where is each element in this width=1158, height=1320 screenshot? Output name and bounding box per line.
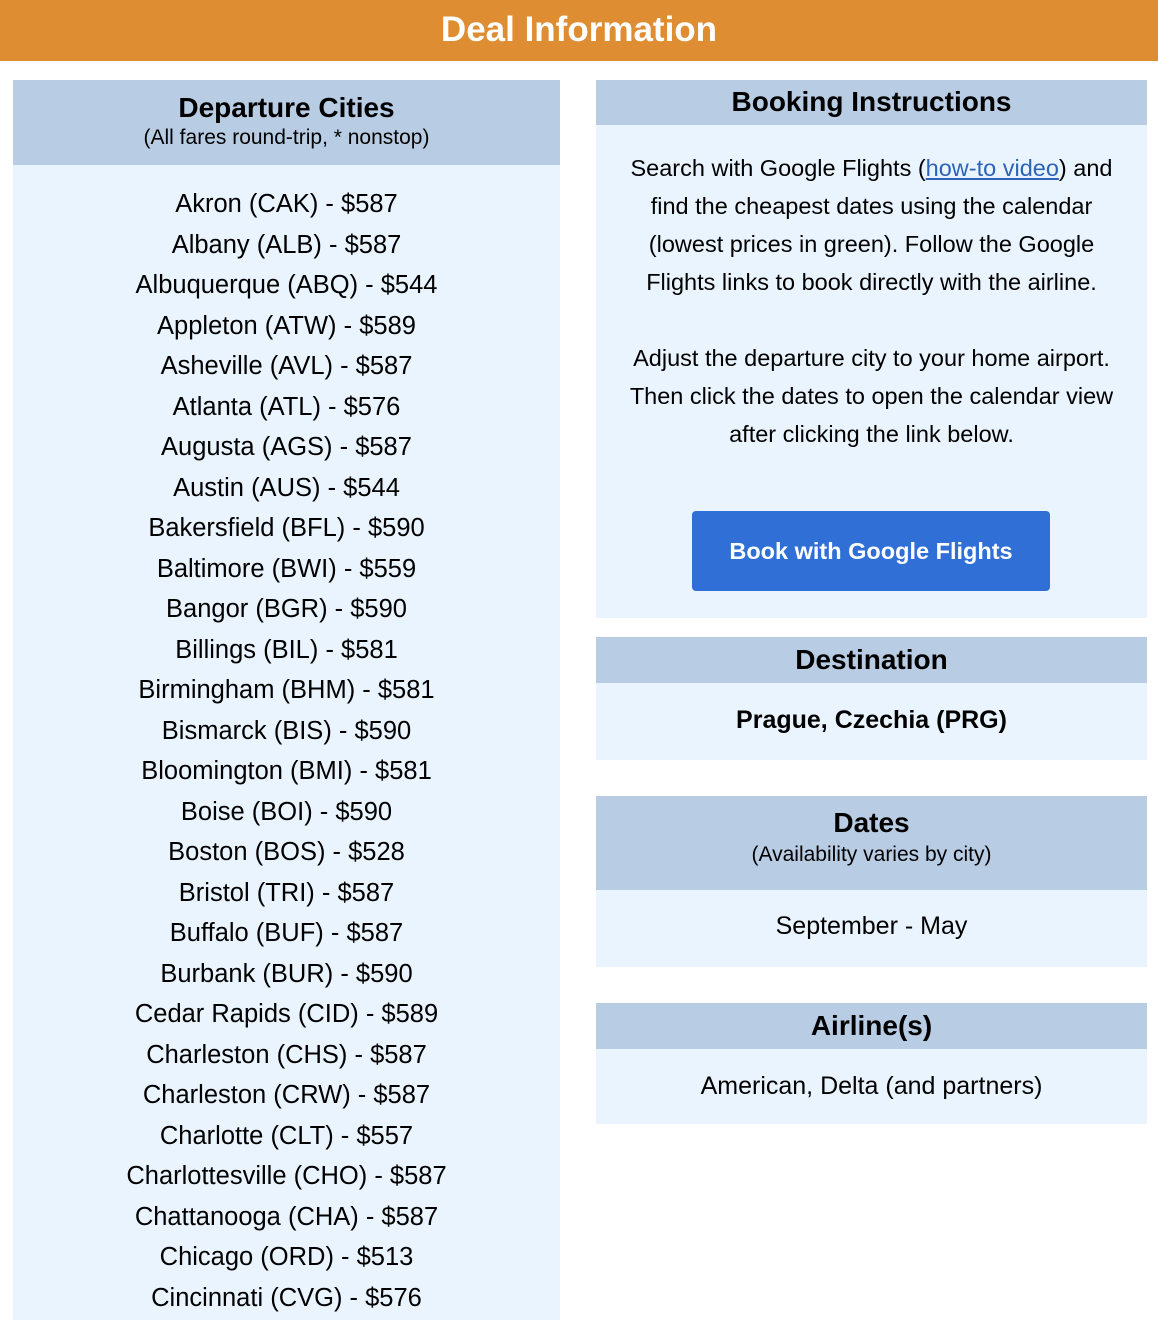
booking-instructions-paragraph-2: Adjust the departure city to your home airport. Then click the dates to open the calendar view after clicking the link below. xyxy=(629,345,1114,447)
city-item: Cedar Rapids (CID) - $589 xyxy=(134,1000,439,1028)
city-item: Charleston (CRW) - $587 xyxy=(142,1081,431,1109)
deal-information-banner: Deal Information xyxy=(0,0,1158,61)
booking-instructions-body xyxy=(596,125,1147,453)
city-item: Albany (ALB) - $587 xyxy=(171,230,402,259)
dates-panel xyxy=(596,796,1147,967)
city-item: Charleston (CHS) - $587 xyxy=(146,1040,427,1069)
airline-panel xyxy=(596,1003,1147,1124)
destination-value: Prague, Czechia (PRG) xyxy=(736,706,1007,734)
dates-title: Dates xyxy=(833,807,910,838)
city-item: Billings (BIL) - $581 xyxy=(175,635,398,664)
departure-cities-subtitle: (All fares round-trip, * nonstop) xyxy=(143,126,430,149)
city-item: Appleton (ATW) - $589 xyxy=(157,311,416,340)
city-item: Akron (CAK) - $587 xyxy=(175,190,398,218)
departure-city-list xyxy=(13,165,560,1318)
instructions-text: Search with Google Flights ( xyxy=(630,155,926,181)
city-item: Augusta (AGS) - $587 xyxy=(161,433,412,461)
dates-header xyxy=(596,796,1147,890)
booking-instructions-paragraph-1 xyxy=(626,149,1117,301)
destination-panel xyxy=(596,637,1147,760)
city-item: Bakersfield (BFL) - $590 xyxy=(148,514,425,542)
dates-value: September - May xyxy=(775,912,968,940)
departure-cities-header xyxy=(13,80,560,165)
city-item: Boise (BOI) - $590 xyxy=(180,797,393,826)
city-item: Chattanooga (CHA) - $587 xyxy=(134,1202,439,1231)
city-item: Asheville (AVL) - $587 xyxy=(160,352,413,380)
city-item: Austin (AUS) - $544 xyxy=(173,473,400,502)
city-item: Baltimore (BWI) - $559 xyxy=(156,554,417,583)
city-item: Bloomington (BMI) - $581 xyxy=(141,757,432,785)
city-item: Burbank (BUR) - $590 xyxy=(160,959,413,988)
airline-value: American, Delta (and partners) xyxy=(700,1072,1043,1100)
dates-subtitle: (Availability varies by city) xyxy=(751,843,992,866)
how-to-video-link[interactable]: how-to video xyxy=(925,155,1059,181)
city-item: Bristol (TRI) - $587 xyxy=(178,878,395,907)
city-item: Albuquerque (ABQ) - $544 xyxy=(135,271,438,299)
departure-cities-panel xyxy=(13,80,560,1320)
book-with-google-flights-button[interactable]: Book with Google Flights xyxy=(692,511,1050,591)
city-item: Cincinnati (CVG) - $576 xyxy=(151,1283,422,1312)
booking-instructions-panel xyxy=(596,80,1147,618)
city-item: Charlottesville (CHO) - $587 xyxy=(126,1162,447,1190)
departure-cities-title: Departure Cities xyxy=(178,92,395,123)
airline-header: Airline(s) xyxy=(596,1003,1147,1049)
city-item: Boston (BOS) - $528 xyxy=(168,838,405,866)
city-item: Bismarck (BIS) - $590 xyxy=(161,716,412,745)
city-item: Atlanta (ATL) - $576 xyxy=(172,392,401,421)
city-item: Buffalo (BUF) - $587 xyxy=(169,919,404,947)
city-item: Bangor (BGR) - $590 xyxy=(166,595,407,623)
city-item: Birmingham (BHM) - $581 xyxy=(138,676,435,704)
booking-instructions-header: Booking Instructions xyxy=(596,80,1147,125)
city-item: Chicago (ORD) - $513 xyxy=(159,1243,414,1271)
destination-header: Destination xyxy=(596,637,1147,683)
instructions-text: ) and find the cheapest dates using the calendar (lowest prices in green). Follow the Google Flights links to book directly with the airline. xyxy=(646,155,1113,295)
city-item: Charlotte (CLT) - $557 xyxy=(159,1121,414,1150)
